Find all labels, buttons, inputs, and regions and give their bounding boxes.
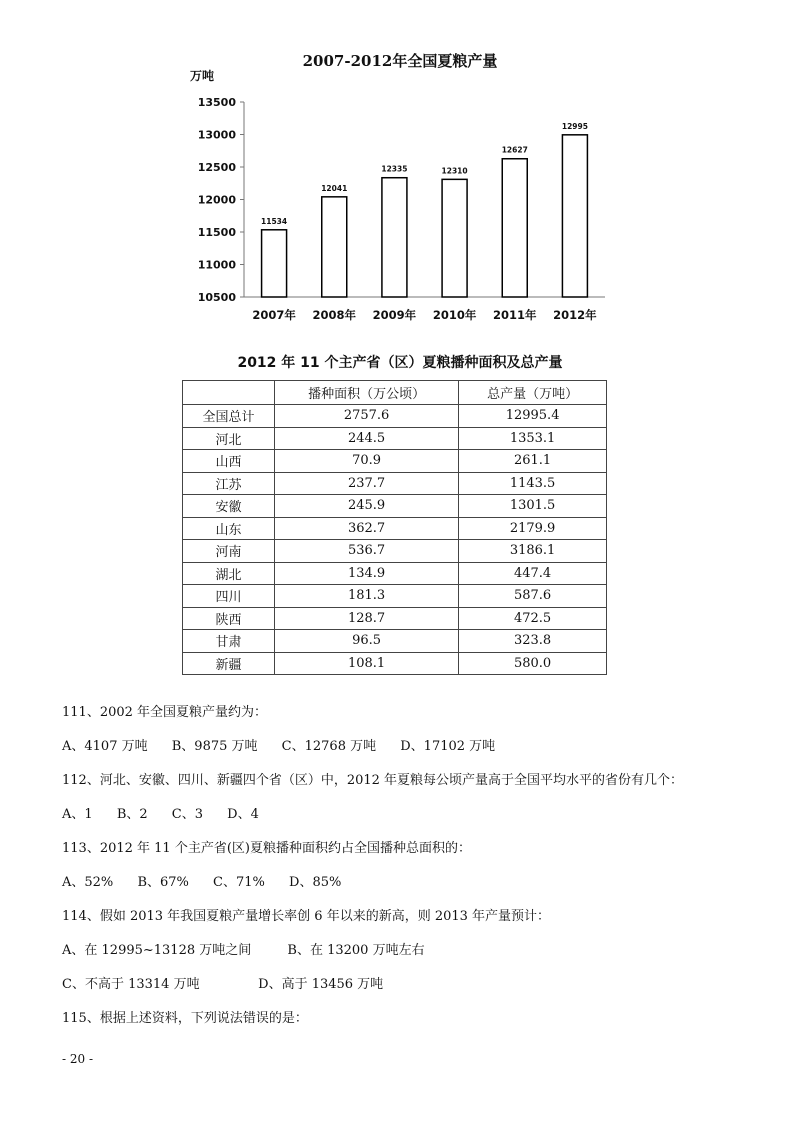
page-number: - 20 - <box>62 1052 94 1066</box>
table-cell: 河北 <box>183 427 275 450</box>
bar <box>562 135 587 297</box>
table-cell: 580.0 <box>459 652 607 675</box>
table-row <box>183 405 607 428</box>
option: C、12768 万吨 <box>281 739 377 754</box>
option: A、52% <box>62 875 114 890</box>
y-tick-label: 13000 <box>197 128 236 142</box>
table-cell: 237.7 <box>274 472 458 495</box>
bar <box>262 230 287 297</box>
table-cell: 70.9 <box>274 450 458 473</box>
option: D、4 <box>227 807 259 822</box>
table-cell: 山西 <box>183 450 275 473</box>
question-112: 112、河北、安徽、四川、新疆四个省（区）中，2012 年夏粮每公顷产量高于全国平均水平的省份有几个： <box>62 773 684 788</box>
question-114: 114、假如 2013 年我国夏粮产量增长率创 6 年以来的新高，则 2013 年产量预计： <box>62 909 551 924</box>
option: A、在 12995~13128 万吨之间 <box>62 943 252 958</box>
table-row <box>183 652 607 675</box>
y-tick-label: 12000 <box>197 193 236 207</box>
table-cell: 323.8 <box>459 630 607 653</box>
table-cell: 2757.6 <box>274 405 458 428</box>
question-115: 115、根据上述资料，下列说法错误的是： <box>62 1011 308 1026</box>
x-tick-label: 2010年 <box>432 308 477 322</box>
table-cell: 1301.5 <box>459 495 607 518</box>
table-cell: 245.9 <box>274 495 458 518</box>
table-header-cell: 播种面积（万公顷） <box>274 381 458 405</box>
bar-data-label: 12627 <box>501 145 528 155</box>
table-cell: 甘肃 <box>183 630 275 653</box>
x-tick-label: 2008年 <box>312 308 357 322</box>
table-header-cell: 总产量（万吨） <box>459 381 607 405</box>
table-cell: 447.4 <box>459 562 607 585</box>
bar-data-label: 12041 <box>321 183 348 193</box>
table-cell: 96.5 <box>274 630 458 653</box>
table-row <box>183 427 607 450</box>
y-tick-label: 12500 <box>197 161 236 174</box>
data-table <box>182 380 607 675</box>
table-header-cell <box>183 381 275 405</box>
table-cell: 江苏 <box>183 472 275 495</box>
bar <box>322 197 347 297</box>
table-cell: 安徽 <box>183 495 275 518</box>
table-cell: 四川 <box>183 585 275 608</box>
chart-title: 2007-2012年全国夏粮产量 <box>302 52 498 70</box>
question-111: 111、2002 年全国夏粮产量约为： <box>62 705 268 720</box>
table-cell: 全国总计 <box>183 405 275 428</box>
question-list <box>62 696 782 1036</box>
x-tick-label: 2012年 <box>553 308 597 322</box>
y-tick-label: 13500 <box>197 96 236 109</box>
table-row <box>183 472 607 495</box>
table-row <box>183 562 607 585</box>
question-113: 113、2012 年 11 个主产省(区)夏粮播种面积约占全国播种总面积的： <box>62 841 471 856</box>
x-tick-label: 2009年 <box>372 308 417 322</box>
table-cell: 湖北 <box>183 562 275 585</box>
table-cell: 536.7 <box>274 540 458 563</box>
question-114-options-ab <box>62 934 782 968</box>
option: B、9875 万吨 <box>171 739 258 754</box>
table-cell: 587.6 <box>459 585 607 608</box>
y-tick-label: 10500 <box>197 291 236 304</box>
option: A、4107 万吨 <box>62 739 148 754</box>
option: A、1 <box>62 807 93 822</box>
bar-data-label: 12310 <box>441 166 468 176</box>
bar <box>382 178 407 297</box>
question-113-options <box>62 866 782 900</box>
table-cell: 244.5 <box>274 427 458 450</box>
table-cell: 472.5 <box>459 607 607 630</box>
option: D、17102 万吨 <box>400 739 496 754</box>
table-row <box>183 450 607 473</box>
table-cell: 3186.1 <box>459 540 607 563</box>
bar-data-label: 11534 <box>261 216 288 226</box>
table-row <box>183 540 607 563</box>
question-114-options-cd <box>62 968 782 1002</box>
table-cell: 新疆 <box>183 652 275 675</box>
table-cell: 1143.5 <box>459 472 607 495</box>
option: B、2 <box>116 807 148 822</box>
table-cell: 134.9 <box>274 562 458 585</box>
option: D、85% <box>289 875 342 890</box>
table-row <box>183 607 607 630</box>
table-cell: 362.7 <box>274 517 458 540</box>
table-cell: 河南 <box>183 540 275 563</box>
question-111-options <box>62 730 782 764</box>
table-row <box>183 495 607 518</box>
table-cell: 12995.4 <box>459 405 607 428</box>
bar <box>442 179 467 297</box>
table-cell: 山东 <box>183 517 275 540</box>
table-cell: 陕西 <box>183 607 275 630</box>
y-tick-label: 11000 <box>197 258 236 272</box>
table-cell: 1353.1 <box>459 427 607 450</box>
option: C、71% <box>213 875 265 890</box>
bar-data-label: 12995 <box>561 121 588 131</box>
x-tick-label: 2011年 <box>492 308 537 322</box>
table-row <box>183 517 607 540</box>
table-title: 2012 年 11 个主产省（区）夏粮播种面积及总产量 <box>237 355 563 371</box>
x-tick-label: 2007年 <box>252 308 296 322</box>
table-cell: 181.3 <box>274 585 458 608</box>
question-112-options <box>62 798 782 832</box>
table-row <box>183 585 607 608</box>
table-header-row <box>183 381 607 405</box>
option: B、67% <box>137 875 189 890</box>
table-cell: 108.1 <box>274 652 458 675</box>
table-cell: 261.1 <box>459 450 607 473</box>
bar-data-label: 12335 <box>381 164 408 174</box>
table-row <box>183 630 607 653</box>
bar <box>502 159 527 297</box>
table-cell: 2179.9 <box>459 517 607 540</box>
option: C、3 <box>171 807 203 822</box>
option: C、不高于 13314 万吨 <box>62 977 200 992</box>
option: D、高于 13456 万吨 <box>258 977 384 992</box>
y-tick-label: 11500 <box>197 226 236 239</box>
bar-chart <box>180 66 620 336</box>
table-cell: 128.7 <box>274 607 458 630</box>
option: B、在 13200 万吨左右 <box>287 943 425 958</box>
table-body <box>183 405 607 675</box>
y-axis-unit-label: 万吨 <box>190 69 215 83</box>
